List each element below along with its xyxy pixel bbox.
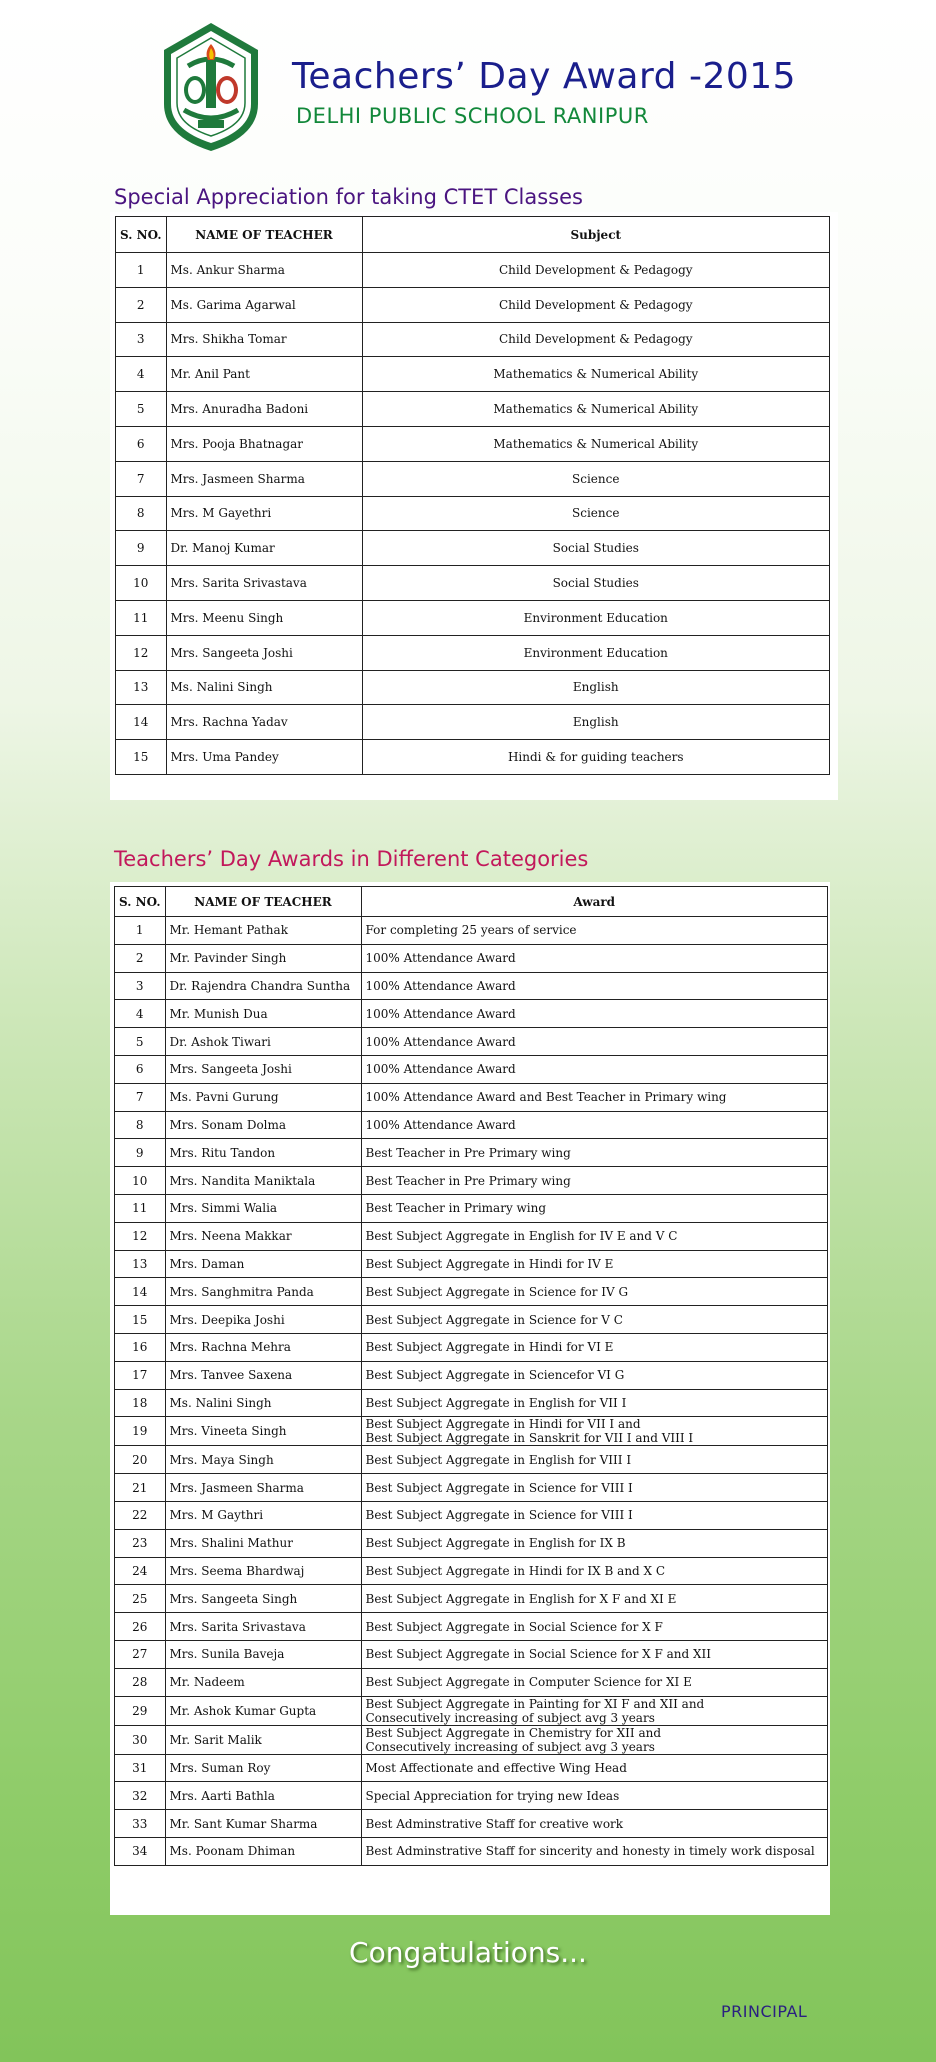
teacher-name-cell: Mrs. Suman Roy (165, 1754, 361, 1782)
teacher-name-cell: Mrs. Jasmeen Sharma (166, 461, 362, 496)
teacher-name-cell: Mrs. Shikha Tomar (166, 322, 362, 357)
serial-number-cell: 12 (115, 1222, 166, 1250)
award-cell: Best Subject Aggregate in English for IX B (361, 1529, 828, 1557)
serial-number-cell: 32 (115, 1782, 166, 1810)
award-cell (361, 1417, 828, 1446)
serial-number-cell: 8 (116, 496, 167, 531)
school-name: DELHI PUBLIC SCHOOL RANIPUR (296, 104, 649, 128)
serial-number-cell: 3 (116, 322, 167, 357)
table-row (115, 1000, 828, 1028)
teacher-name-cell: Mr. Munish Dua (165, 1000, 361, 1028)
serial-number-cell: 24 (115, 1557, 166, 1585)
table-row (115, 1333, 828, 1361)
table-row (115, 1028, 828, 1056)
award-cell: Best Subject Aggregate in English for IV E and V C (361, 1222, 828, 1250)
serial-number-cell: 18 (115, 1389, 166, 1417)
serial-number-cell: 34 (115, 1837, 166, 1865)
serial-number-cell: 7 (116, 461, 167, 496)
subject-cell: Child Development & Pedagogy (362, 287, 830, 322)
table-header-row (116, 217, 830, 253)
teacher-name-cell: Dr. Manoj Kumar (166, 531, 362, 566)
award-cell: Best Subject Aggregate in Social Science for X F (361, 1613, 828, 1641)
teacher-name-cell: Mr. Sant Kumar Sharma (165, 1810, 361, 1838)
subject-cell: Social Studies (362, 531, 830, 566)
serial-number-cell: 9 (115, 1139, 166, 1167)
serial-number-cell: 1 (116, 253, 167, 288)
serial-number-cell: 16 (115, 1333, 166, 1361)
table-row (115, 1696, 828, 1725)
teacher-name-cell: Ms. Garima Agarwal (166, 287, 362, 322)
table-row (115, 1222, 828, 1250)
column-header: S. NO. (116, 217, 167, 253)
award-cell (361, 1725, 828, 1754)
teacher-name-cell: Mr. Anil Pant (166, 357, 362, 392)
teacher-name-cell: Mrs. Anuradha Badoni (166, 392, 362, 427)
serial-number-cell: 20 (115, 1446, 166, 1474)
column-header: NAME OF TEACHER (166, 217, 362, 253)
teacher-name-cell: Mrs. Sunila Baveja (165, 1640, 361, 1668)
page-title: Teachers’ Day Award -2015 (292, 56, 797, 97)
table-row (116, 566, 830, 601)
table-row (116, 635, 830, 670)
serial-number-cell: 6 (116, 426, 167, 461)
table-row (116, 392, 830, 427)
award-cell: Best Subject Aggregate in English for X F and XI E (361, 1585, 828, 1613)
table-row (115, 1810, 828, 1838)
subject-cell: Hindi & for guiding teachers (362, 740, 830, 775)
award-cell: Special Appreciation for trying new Ideas (361, 1782, 828, 1810)
table-header-row (115, 887, 828, 917)
teacher-name-cell: Mr. Hemant Pathak (165, 917, 361, 945)
teacher-name-cell: Mrs. Seema Bhardwaj (165, 1557, 361, 1585)
serial-number-cell: 30 (115, 1725, 166, 1754)
teacher-name-cell: Ms. Pavni Gurung (165, 1083, 361, 1111)
award-cell: Best Subject Aggregate in Hindi for IV E (361, 1250, 828, 1278)
table-row (116, 670, 830, 705)
serial-number-cell: 4 (116, 357, 167, 392)
awards-table (114, 886, 828, 1866)
teacher-name-cell: Mrs. Rachna Mehra (165, 1333, 361, 1361)
award-line: Best Subject Aggregate in Painting for XI F and XII and (365, 1696, 705, 1711)
subject-cell: Environment Education (362, 600, 830, 635)
ctet-table-body (116, 253, 830, 775)
teacher-name-cell: Mrs. Rachna Yadav (166, 705, 362, 740)
teacher-name-cell: Mrs. Nandita Maniktala (165, 1167, 361, 1195)
award-cell: Best Subject Aggregate in Sciencefor VI G (361, 1361, 828, 1389)
serial-number-cell: 12 (116, 635, 167, 670)
award-line: Best Subject Aggregate in Hindi for VII I and (365, 1417, 641, 1432)
signature-principal: PRINCIPAL (721, 2002, 808, 2021)
table-row (115, 1585, 828, 1613)
teacher-name-cell: Ms. Nalini Singh (166, 670, 362, 705)
teacher-name-cell: Mrs. Aarti Bathla (165, 1782, 361, 1810)
serial-number-cell: 14 (116, 705, 167, 740)
school-crest-icon (158, 20, 264, 154)
teacher-name-cell: Mr. Nadeem (165, 1668, 361, 1696)
teacher-name-cell: Mrs. Meenu Singh (166, 600, 362, 635)
award-cell: Best Subject Aggregate in Science for V C (361, 1306, 828, 1334)
serial-number-cell: 2 (115, 944, 166, 972)
congratulations-banner: Congatulations... (349, 1936, 587, 1969)
section-title-awards: Teachers’ Day Awards in Different Categories (114, 847, 589, 871)
serial-number-cell: 22 (115, 1501, 166, 1529)
award-cell: Best Subject Aggregate in English for VIII I (361, 1446, 828, 1474)
award-cell: Best Teacher in Primary wing (361, 1194, 828, 1222)
serial-number-cell: 19 (115, 1417, 166, 1446)
table-row (115, 1055, 828, 1083)
teacher-name-cell: Mrs. Vineeta Singh (165, 1417, 361, 1446)
award-cell: Most Affectionate and effective Wing Head (361, 1754, 828, 1782)
award-line: Best Subject Aggregate in Sanskrit for VII I and VIII I (365, 1431, 694, 1446)
table-row (115, 1278, 828, 1306)
award-cell: 100% Attendance Award (361, 1055, 828, 1083)
serial-number-cell: 11 (116, 600, 167, 635)
teacher-name-cell: Dr. Rajendra Chandra Suntha (165, 972, 361, 1000)
subject-cell: Child Development & Pedagogy (362, 253, 830, 288)
table-row (115, 1111, 828, 1139)
serial-number-cell: 8 (115, 1111, 166, 1139)
award-cell: 100% Attendance Award and Best Teacher in Primary wing (361, 1083, 828, 1111)
serial-number-cell: 1 (115, 917, 166, 945)
subject-cell: Science (362, 496, 830, 531)
award-cell: Best Subject Aggregate in Computer Science for XI E (361, 1668, 828, 1696)
table-row (115, 1837, 828, 1865)
serial-number-cell: 15 (116, 740, 167, 775)
column-header: NAME OF TEACHER (165, 887, 361, 917)
table-row (115, 1725, 828, 1754)
column-header: Subject (362, 217, 830, 253)
table-row (116, 426, 830, 461)
teacher-name-cell: Mrs. M Gaythri (165, 1501, 361, 1529)
serial-number-cell: 21 (115, 1474, 166, 1502)
table-row (116, 600, 830, 635)
serial-number-cell: 10 (115, 1167, 166, 1195)
serial-number-cell: 26 (115, 1613, 166, 1641)
serial-number-cell: 3 (115, 972, 166, 1000)
award-cell: 100% Attendance Award (361, 944, 828, 972)
serial-number-cell: 13 (116, 670, 167, 705)
teacher-name-cell: Mrs. Sangeeta Singh (165, 1585, 361, 1613)
table-row (115, 1754, 828, 1782)
serial-number-cell: 11 (115, 1194, 166, 1222)
subject-cell: Science (362, 461, 830, 496)
table-row (116, 705, 830, 740)
column-header: Award (361, 887, 828, 917)
teacher-name-cell: Mrs. Pooja Bhatnagar (166, 426, 362, 461)
subject-cell: English (362, 705, 830, 740)
table-row (116, 357, 830, 392)
teacher-name-cell: Mrs. Deepika Joshi (165, 1306, 361, 1334)
award-cell: Best Adminstrative Staff for creative work (361, 1810, 828, 1838)
award-line: Consecutively increasing of subject avg 3 years (365, 1710, 655, 1725)
teacher-name-cell: Mrs. Neena Makkar (165, 1222, 361, 1250)
award-cell: Best Subject Aggregate in Science for VIII I (361, 1501, 828, 1529)
serial-number-cell: 15 (115, 1306, 166, 1334)
teacher-name-cell: Ms. Poonam Dhiman (165, 1837, 361, 1865)
award-cell: 100% Attendance Award (361, 1000, 828, 1028)
table-row (115, 944, 828, 972)
teacher-name-cell: Mrs. Tanvee Saxena (165, 1361, 361, 1389)
table-row (115, 972, 828, 1000)
award-cell: 100% Attendance Award (361, 1111, 828, 1139)
teacher-name-cell: Mrs. Shalini Mathur (165, 1529, 361, 1557)
subject-cell: English (362, 670, 830, 705)
table-row (115, 1529, 828, 1557)
teacher-name-cell: Mr. Pavinder Singh (165, 944, 361, 972)
award-line: Best Subject Aggregate in Chemistry for XII and (365, 1725, 662, 1740)
table-row (115, 1557, 828, 1585)
serial-number-cell: 23 (115, 1529, 166, 1557)
serial-number-cell: 17 (115, 1361, 166, 1389)
award-cell: 100% Attendance Award (361, 1028, 828, 1056)
serial-number-cell: 31 (115, 1754, 166, 1782)
subject-cell: Social Studies (362, 566, 830, 601)
table-row (115, 1474, 828, 1502)
teacher-name-cell: Ms. Nalini Singh (165, 1389, 361, 1417)
serial-number-cell: 14 (115, 1278, 166, 1306)
table-row (115, 1446, 828, 1474)
table-row (116, 531, 830, 566)
table-row (115, 1167, 828, 1195)
teacher-name-cell: Mrs. M Gayethri (166, 496, 362, 531)
serial-number-cell: 2 (116, 287, 167, 322)
award-cell: For completing 25 years of service (361, 917, 828, 945)
table-row (115, 1083, 828, 1111)
table-row (115, 1613, 828, 1641)
award-cell: Best Subject Aggregate in English for VII I (361, 1389, 828, 1417)
teacher-name-cell: Mr. Sarit Malik (165, 1725, 361, 1754)
table-row (116, 461, 830, 496)
serial-number-cell: 6 (115, 1055, 166, 1083)
subject-cell: Mathematics & Numerical Ability (362, 392, 830, 427)
serial-number-cell: 33 (115, 1810, 166, 1838)
teacher-name-cell: Mrs. Daman (165, 1250, 361, 1278)
award-line: Consecutively increasing of subject avg 3 years (365, 1739, 655, 1754)
award-cell: Best Teacher in Pre Primary wing (361, 1139, 828, 1167)
section-title-ctet: Special Appreciation for taking CTET Classes (114, 185, 583, 209)
award-cell: Best Subject Aggregate in Hindi for VI E (361, 1333, 828, 1361)
teacher-name-cell: Ms. Ankur Sharma (166, 253, 362, 288)
award-cell: Best Subject Aggregate in Social Science for X F and XII (361, 1640, 828, 1668)
teacher-name-cell: Mrs. Sarita Srivastava (165, 1613, 361, 1641)
serial-number-cell: 29 (115, 1696, 166, 1725)
header (0, 0, 936, 170)
teacher-name-cell: Mrs. Uma Pandey (166, 740, 362, 775)
table-row (115, 1389, 828, 1417)
serial-number-cell: 13 (115, 1250, 166, 1278)
teacher-name-cell: Mrs. Sangeeta Joshi (165, 1055, 361, 1083)
serial-number-cell: 25 (115, 1585, 166, 1613)
teacher-name-cell: Mrs. Sonam Dolma (165, 1111, 361, 1139)
award-cell: 100% Attendance Award (361, 972, 828, 1000)
table-row (115, 1250, 828, 1278)
table-row (115, 917, 828, 945)
serial-number-cell: 4 (115, 1000, 166, 1028)
table-row (115, 1417, 828, 1446)
table-row (115, 1782, 828, 1810)
serial-number-cell: 27 (115, 1640, 166, 1668)
teacher-name-cell: Mrs. Sangeeta Joshi (166, 635, 362, 670)
teacher-name-cell: Mrs. Sarita Srivastava (166, 566, 362, 601)
subject-cell: Child Development & Pedagogy (362, 322, 830, 357)
serial-number-cell: 5 (115, 1028, 166, 1056)
table-row (115, 1306, 828, 1334)
awards-table-body (115, 917, 828, 1866)
award-cell: Best Subject Aggregate in Science for VIII I (361, 1474, 828, 1502)
award-cell: Best Subject Aggregate in Science for IV G (361, 1278, 828, 1306)
serial-number-cell: 28 (115, 1668, 166, 1696)
table-row (115, 1194, 828, 1222)
subject-cell: Mathematics & Numerical Ability (362, 357, 830, 392)
table-row (116, 253, 830, 288)
serial-number-cell: 10 (116, 566, 167, 601)
teacher-name-cell: Dr. Ashok Tiwari (165, 1028, 361, 1056)
table-row (115, 1501, 828, 1529)
table-row (116, 740, 830, 775)
teacher-name-cell: Mrs. Maya Singh (165, 1446, 361, 1474)
table-row (115, 1640, 828, 1668)
table-row (116, 287, 830, 322)
subject-cell: Environment Education (362, 635, 830, 670)
column-header: S. NO. (115, 887, 166, 917)
serial-number-cell: 9 (116, 531, 167, 566)
teacher-name-cell: Mr. Ashok Kumar Gupta (165, 1696, 361, 1725)
award-cell: Best Subject Aggregate in Hindi for IX B and X C (361, 1557, 828, 1585)
table-row (115, 1668, 828, 1696)
award-cell: Best Adminstrative Staff for sincerity and honesty in timely work disposal (361, 1837, 828, 1865)
teacher-name-cell: Mrs. Ritu Tandon (165, 1139, 361, 1167)
table-row (115, 1361, 828, 1389)
table-row (115, 1139, 828, 1167)
serial-number-cell: 7 (115, 1083, 166, 1111)
teacher-name-cell: Mrs. Jasmeen Sharma (165, 1474, 361, 1502)
teacher-name-cell: Mrs. Simmi Walia (165, 1194, 361, 1222)
award-cell (361, 1696, 828, 1725)
table-row (116, 322, 830, 357)
serial-number-cell: 5 (116, 392, 167, 427)
ctet-table (115, 216, 830, 775)
table-row (116, 496, 830, 531)
award-cell: Best Teacher in Pre Primary wing (361, 1167, 828, 1195)
teacher-name-cell: Mrs. Sanghmitra Panda (165, 1278, 361, 1306)
subject-cell: Mathematics & Numerical Ability (362, 426, 830, 461)
